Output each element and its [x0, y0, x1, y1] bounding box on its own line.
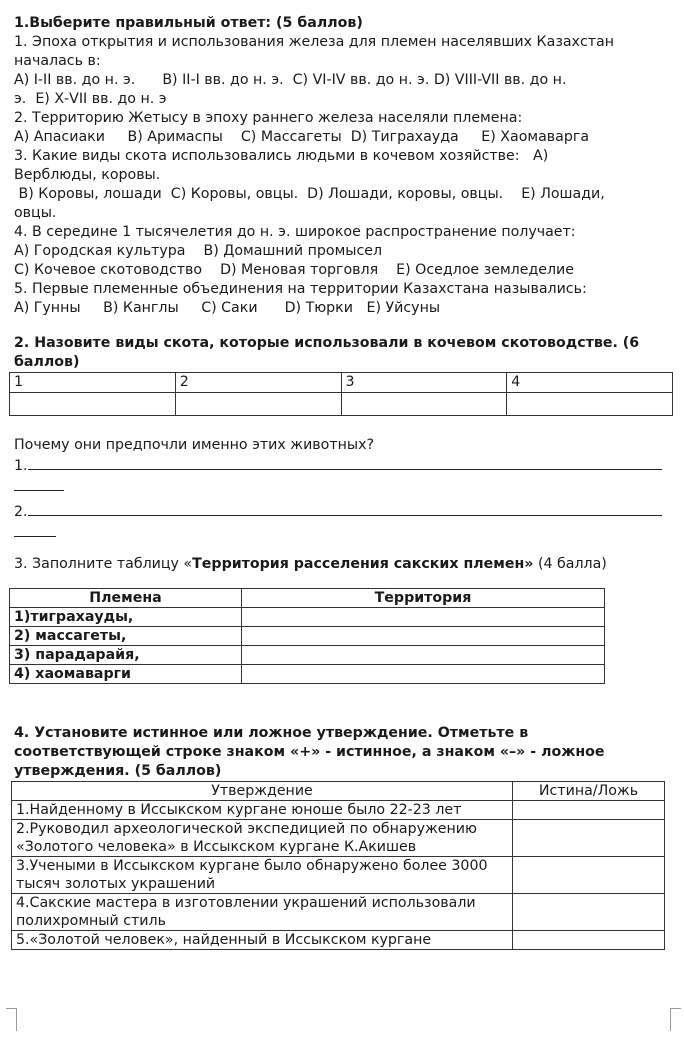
livestock-table: [9, 372, 673, 416]
section-1-title: 1.Выберите правильный ответ: (5 баллов): [14, 15, 363, 31]
section-2-title: 2. Назовите виды скота, которые использовали в кочевом скотоводстве. (6 баллов): [14, 335, 640, 370]
territory-cell[interactable]: [242, 608, 605, 627]
col-header-territory: Территория: [242, 589, 605, 608]
col-header-statement: Утверждение: [12, 782, 513, 801]
s1-line: 5. Первые племенные объединения на территории Казахстана назывались:: [14, 281, 587, 297]
s1-line: 3. Какие виды скота использовались людьми в кочевом хозяйстве: А): [14, 148, 549, 164]
table-header-row: [10, 589, 605, 608]
answer-cell[interactable]: [175, 393, 341, 416]
answer-cell[interactable]: [10, 393, 176, 416]
col-header-tribes: Племена: [10, 589, 242, 608]
answer-cell[interactable]: [341, 393, 507, 416]
table-row: [10, 627, 605, 646]
col-header-truefalse: Истина/Ложь: [513, 782, 665, 801]
territory-cell[interactable]: [242, 665, 605, 684]
s1-line: А) Городская культура В) Домашний промысел: [14, 243, 383, 259]
statement-cell: 2.Руководил археологической экспедицией по обнаружению «Золотого человека» в Иссыкском кургане К.Акишев: [12, 820, 513, 857]
statement-cell: 4.Сакские мастера в изготовлении украшений использовали полихромный стиль: [12, 894, 513, 931]
true-false-table: [11, 781, 665, 950]
page-corner-mark: [6, 1008, 17, 1031]
col-header: 4: [507, 373, 673, 393]
table-header-row: [12, 782, 665, 801]
table-row: [12, 857, 665, 894]
table-row: [10, 608, 605, 627]
blank-line[interactable]: [28, 455, 662, 470]
col-header: 1: [10, 373, 176, 393]
answer-line-2-cont: [14, 522, 670, 543]
table-row: [10, 373, 673, 393]
section-4-title: 4. Установите истинное или ложное утверждение. Отметьте в соответствующей строке знаком «+» - истинное, а знаком «–» - ложное утверждения. (5 баллов): [14, 725, 605, 779]
col-header: 2: [175, 373, 341, 393]
answer-line-1: 1.: [14, 455, 670, 476]
section-4: [14, 724, 670, 950]
s1-line: А) Апасиаки В) Аримаспы С) Массагеты D) Тиграхауда Е) Хаомаварга: [14, 129, 590, 145]
answer-cell[interactable]: [513, 931, 665, 950]
tribe-cell: 2) массагеты,: [10, 627, 242, 646]
answer-cell[interactable]: [513, 801, 665, 820]
table-row: [12, 820, 665, 857]
section-3-title: 3. Заполните таблицу «Территория расселения сакских племен» (4 балла): [14, 556, 607, 572]
s1-line: овцы.: [14, 205, 57, 221]
answer-cell[interactable]: [513, 894, 665, 931]
s1-line: А) I-II вв. до н. э. В) II-I вв. до н. э. С) VI-IV вв. до н. э. D) VIII-VII вв. до н.: [14, 72, 567, 88]
blank-line[interactable]: [14, 522, 56, 537]
blank-line[interactable]: [28, 501, 662, 516]
answer-cell[interactable]: [513, 820, 665, 857]
answer-cell[interactable]: [513, 857, 665, 894]
answer-line-1-cont: [14, 476, 670, 497]
answer-cell[interactable]: [507, 393, 673, 416]
table-row: [12, 894, 665, 931]
territory-cell[interactable]: [242, 627, 605, 646]
tribe-cell: 3) парадарайя,: [10, 646, 242, 665]
s1-line: 1. Эпоха открытия и использования железа для племен населявших Казахстан: [14, 34, 614, 50]
section-3: [14, 555, 670, 684]
question-why: Почему они предпочли именно этих животных?: [14, 437, 374, 453]
s1-line: А) Гунны В) Канглы С) Саки D) Тюрки Е) Уйсуны: [14, 300, 441, 316]
statement-cell: 5.«Золотой человек», найденный в Иссыкском кургане: [12, 931, 513, 950]
s1-line: Верблюды, коровы.: [14, 167, 161, 183]
table-row: [10, 665, 605, 684]
table-row: [12, 801, 665, 820]
saka-tribes-table: [9, 588, 605, 684]
s1-line: В) Коровы, лошади С) Коровы, овцы. D) Лошади, коровы, овцы. Е) Лошади,: [14, 186, 605, 202]
tribe-cell: 4) хаомаварги: [10, 665, 242, 684]
statement-cell: 1.Найденному в Иссыкском кургане юноше было 22-23 лет: [12, 801, 513, 820]
col-header: 3: [341, 373, 507, 393]
section-2: [14, 334, 670, 543]
s1-line: 4. В середине 1 тысячелетия до н. э. широкое распространение получает:: [14, 224, 576, 240]
tribe-cell: 1)тиграхауды,: [10, 608, 242, 627]
answer-line-2: 2.: [14, 501, 670, 522]
section-1: [14, 0, 670, 318]
s1-line: 2. Территорию Жетысу в эпоху раннего железа населяли племена:: [14, 110, 523, 126]
table-row: [10, 646, 605, 665]
blank-line[interactable]: [14, 476, 64, 491]
page-corner-mark: [670, 1008, 681, 1031]
territory-cell[interactable]: [242, 646, 605, 665]
s1-line: началась в:: [14, 53, 101, 69]
statement-cell: 3.Учеными в Иссыкском кургане было обнаружено более 3000 тысяч золотых украшений: [12, 857, 513, 894]
s1-line: э. Е) Х-VII вв. до н. э: [14, 91, 167, 107]
table-row: [12, 931, 665, 950]
s1-line: С) Кочевое скотоводство D) Меновая торговля Е) Оседлое земледелие: [14, 262, 574, 278]
table-row: [10, 393, 673, 416]
